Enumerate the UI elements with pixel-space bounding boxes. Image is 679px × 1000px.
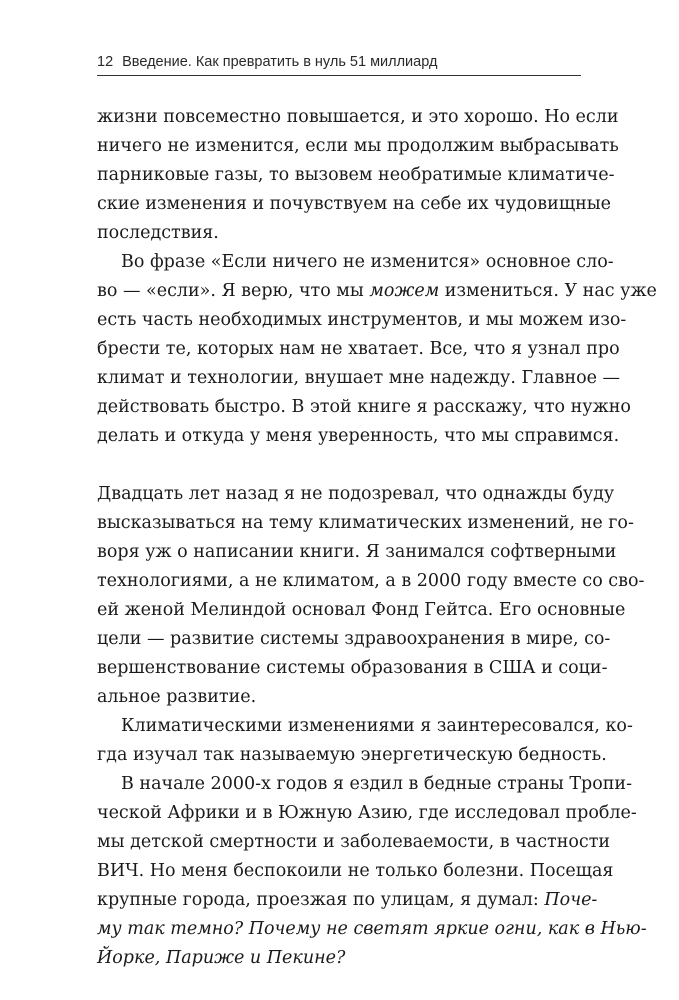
italic-run: Йорке, Париже и Пекине? [97,948,346,968]
text-line [97,248,614,277]
text-run: есть часть необходимых инструментов, и мы можем изо- [97,310,627,330]
text-run: брести те, которых нам не хватает. Все, что я узнал про [97,339,620,359]
text-line [97,944,581,973]
text-line: воря уж о написании книги. Я занимался софтверными [97,542,617,562]
text-line [97,828,611,857]
chapter-title: Введение. Как превратить в нуль 51 миллиард [122,54,438,70]
text-line: парниковые газы, то вызовем необратимые климатиче- [97,165,615,185]
text-run: мы детской смертности и заболеваемости, в частности [97,832,611,852]
text-line [97,364,621,393]
paragraph [97,770,647,973]
text-line [97,393,631,422]
text-line [97,915,647,944]
text-line [97,886,598,915]
text-line: вершенствование системы образования в США и соци- [97,658,608,678]
text-line [97,857,614,886]
italic-run: Поче- [544,890,598,910]
italic-run: можем [369,281,440,301]
italic-run: му так темно? Почему не светят яркие огни, как в Нью- [97,919,647,939]
paragraph [97,248,657,451]
text-run: ческой Африки и в Южную Азию, где исследовал пробле- [97,803,637,823]
text-run: В начале 2000-х годов я ездил в бедные страны Тропи- [121,774,633,794]
text-line: технологиями, а не климатом, а в 2000 году вместе со сво- [97,571,645,591]
section-break [97,451,581,480]
text-run: Во фразе «Если ничего не изменится» основное сло- [121,252,614,272]
text-run: крупные города, проезжая по улицам, я думал: [97,890,545,910]
text-line: Двадцать лет назад я не подозревал, что однажды буду [97,484,615,504]
text-line: ские изменения и почувствуем на себе их чудовищные [97,194,612,214]
text-line [97,799,637,828]
text-line [97,335,620,364]
text-line [97,770,633,799]
paragraph [97,103,619,248]
text-line [97,277,657,306]
running-head [97,52,581,72]
body-text [97,103,657,973]
text-line [97,422,620,451]
text-line: жизни повсеместно повышается, и это хорошо. Но если [97,107,619,127]
text-line: цели — развитие системы здравоохранения в мире, со- [97,629,611,649]
text-run: ВИЧ. Но меня беспокоили не только болезни. Посещая [97,861,614,881]
text-line: гда изучал так называемую энергетическую бедность. [97,745,607,765]
text-line [97,306,627,335]
text-line: ей женой Мелиндой основал Фонд Гейтса. Его основные [97,600,626,620]
paragraph [97,712,633,770]
text-line: ничего не изменится, если мы продолжим выбрасывать [97,136,619,156]
text-run: климат и технологии, внушает мне надежду. Главное — [97,368,621,388]
text-run: делать и откуда у меня уверенность, что мы справимся. [97,426,620,446]
text-run: измениться. У нас уже [439,281,657,301]
page-number: 12 [97,54,114,70]
header-rule [97,75,581,76]
text-run: действовать быстро. В этой книге я расскажу, что нужно [97,397,631,417]
text-line: Климатическими изменениями я заинтересовался, ко- [121,716,633,736]
text-line: высказываться на тему климатических изменений, не го- [97,513,634,533]
text-run: во — «если». Я верю, что мы [97,281,370,301]
text-line: альное развитие. [97,687,257,707]
paragraph [97,480,645,712]
text-line: последствия. [97,223,219,243]
